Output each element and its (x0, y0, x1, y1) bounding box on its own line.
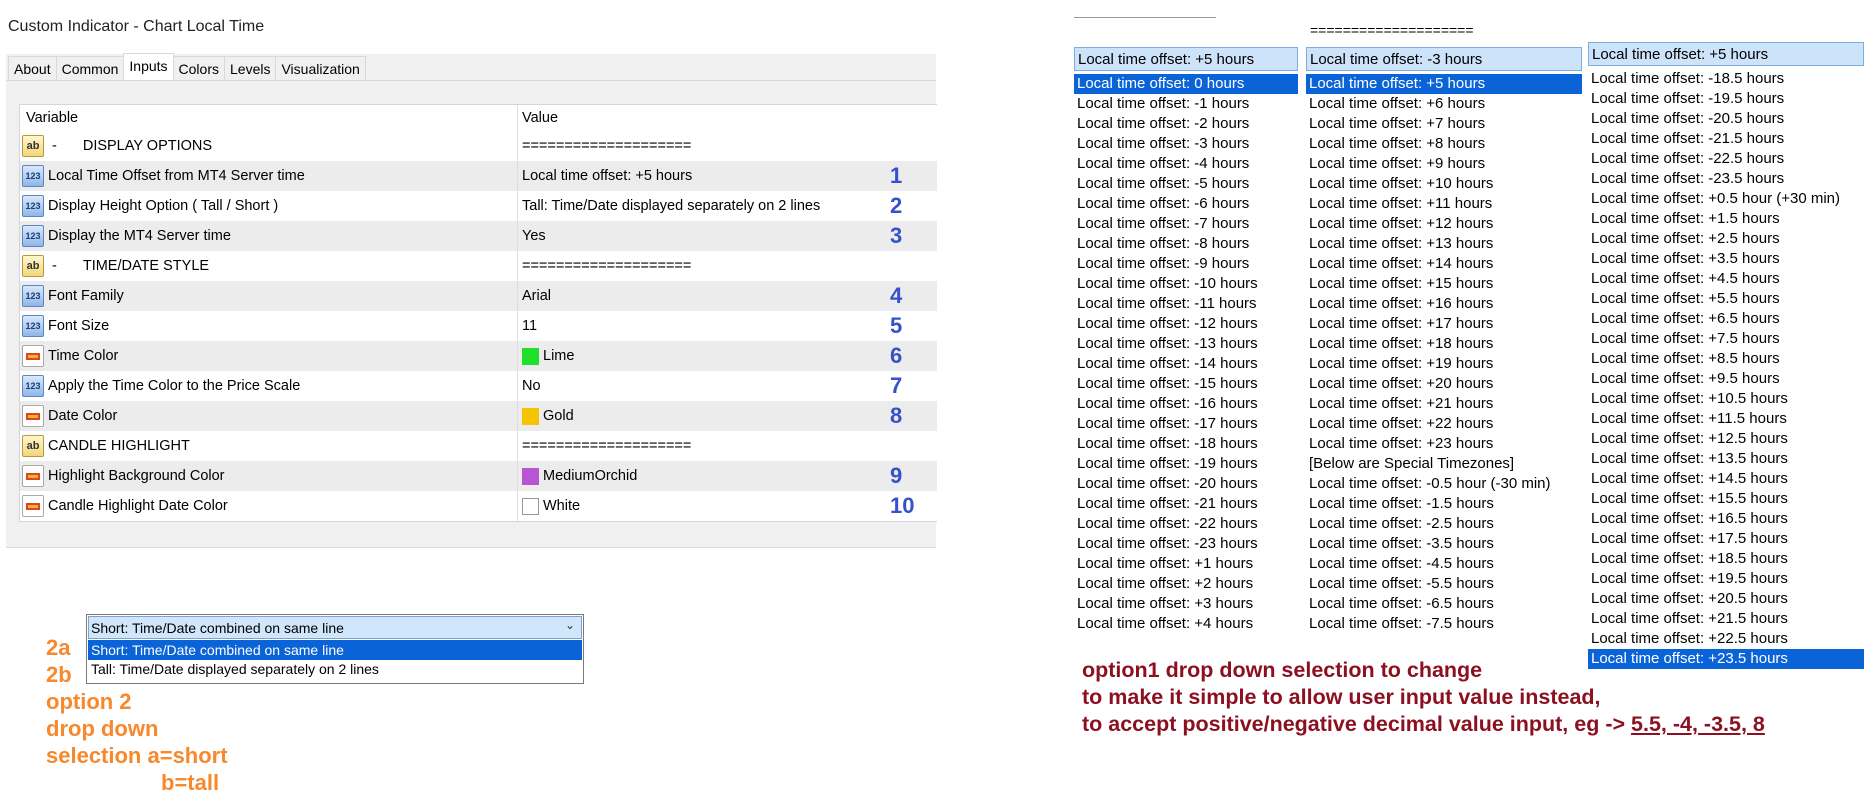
list-current-value[interactable]: Local time offset: +5 hours (1074, 47, 1298, 71)
integer-param-icon: 123 (22, 285, 44, 307)
value-cell[interactable] (522, 371, 541, 401)
list-item[interactable]: Local time offset: -23.5 hours (1591, 170, 1785, 187)
list-item[interactable]: Local time offset: +13.5 hours (1591, 450, 1788, 467)
list-item[interactable]: Local time offset: +1.5 hours (1591, 210, 1780, 227)
list-item[interactable]: Local time offset: -20 hours (1077, 475, 1258, 492)
value-text: Tall: Time/Date displayed separately on 2 lines (522, 198, 821, 214)
list-current-value[interactable]: Local time offset: -3 hours (1306, 47, 1582, 71)
note-line-1: option1 drop down selection to change (1082, 658, 1483, 682)
tab-inputs[interactable]: Inputs (123, 53, 173, 80)
note-examples: 5.5, -4, -3.5, 8 (1631, 712, 1765, 736)
list-item[interactable]: Local time offset: +8 hours (1309, 135, 1486, 152)
list-item[interactable]: Local time offset: 0 hours (1074, 74, 1298, 94)
list-item[interactable]: Local time offset: +15 hours (1309, 275, 1494, 292)
list-item[interactable]: Local time offset: -1 hours (1077, 95, 1250, 112)
list-item[interactable]: Local time offset: -13 hours (1077, 335, 1258, 352)
integer-param-icon: 123 (22, 315, 44, 337)
color-swatch (522, 408, 539, 425)
annotation-number: 3 (890, 223, 903, 248)
offset-list-2[interactable] (1306, 0, 1582, 630)
annotation-number: 1 (890, 163, 903, 188)
note-line-3: to accept positive/negative decimal value input, eg -> (1082, 712, 1632, 736)
list-item[interactable]: Local time offset: +5.5 hours (1591, 290, 1780, 307)
color-swatch (522, 348, 539, 365)
list-item[interactable]: Local time offset: +1 hours (1077, 555, 1254, 572)
table-row[interactable] (20, 161, 937, 191)
list-item[interactable]: Local time offset: +0.5 hour (+30 min) (1591, 190, 1841, 207)
list-item[interactable]: Local time offset: -21.5 hours (1591, 130, 1785, 147)
list-item[interactable]: Local time offset: -12 hours (1077, 315, 1258, 332)
table-row[interactable] (20, 371, 937, 401)
list-item[interactable]: Local time offset: -8 hours (1077, 235, 1250, 252)
table-row[interactable] (20, 491, 937, 521)
list-item[interactable]: Local time offset: +9.5 hours (1591, 370, 1780, 387)
annotation-number: 4 (890, 283, 903, 308)
value-text: 11 (522, 318, 538, 334)
section-prefix: - (52, 138, 57, 154)
value-cell[interactable] (522, 251, 691, 281)
list-item[interactable]: Local time offset: +20.5 hours (1591, 590, 1788, 607)
variable-name: Time Color (48, 348, 119, 364)
integer-param-icon: 123 (22, 225, 44, 247)
string-param-icon: ab (22, 255, 44, 277)
list-item[interactable]: [Below are Special Timezones] (1309, 455, 1515, 472)
integer-param-icon: 123 (22, 165, 44, 187)
list-item[interactable]: Local time offset: -6 hours (1077, 195, 1250, 212)
table-row[interactable] (20, 281, 937, 311)
list-item[interactable]: Local time offset: +21.5 hours (1591, 610, 1788, 627)
note-line-2: to make it simple to allow user input value instead, (1082, 685, 1601, 709)
list-item[interactable]: Local time offset: -17 hours (1077, 415, 1258, 432)
list-item[interactable]: Local time offset: +22.5 hours (1591, 630, 1788, 647)
list-item[interactable]: Local time offset: -21 hours (1077, 495, 1258, 512)
variable-name: CANDLE HIGHLIGHT (48, 438, 190, 454)
value-text: Gold (543, 408, 574, 424)
list-item[interactable]: Local time offset: +23 hours (1309, 435, 1494, 452)
list-item[interactable]: Local time offset: +7 hours (1309, 115, 1486, 132)
tab-common[interactable]: Common (56, 56, 125, 80)
offset-options (1306, 74, 1582, 630)
list-item[interactable]: Local time offset: +16.5 hours (1591, 510, 1788, 527)
table-row[interactable] (20, 401, 937, 431)
list-item[interactable]: Local time offset: +19 hours (1309, 355, 1494, 372)
annotation-number: 7 (890, 373, 903, 398)
list-item[interactable]: Local time offset: +7.5 hours (1591, 330, 1780, 347)
list-item[interactable]: Local time offset: +5 hours (1306, 74, 1582, 94)
variable-column-header: Variable (26, 110, 79, 126)
list-item[interactable]: Local time offset: +11 hours (1309, 195, 1493, 212)
list-item[interactable]: Local time offset: -6.5 hours (1309, 595, 1494, 612)
list-item[interactable]: Local time offset: +6 hours (1309, 95, 1486, 112)
list-item[interactable]: Local time offset: +23.5 hours (1588, 649, 1864, 669)
table-row[interactable] (20, 221, 937, 251)
list-item[interactable]: Local time offset: +2.5 hours (1591, 230, 1780, 247)
tab-visualization[interactable]: Visualization (275, 56, 365, 80)
offset-list-3[interactable] (1588, 0, 1864, 679)
list-item[interactable]: Local time offset: -7 hours (1077, 215, 1250, 232)
string-param-icon: ab (22, 135, 44, 157)
list-item[interactable]: Local time offset: -3.5 hours (1309, 535, 1494, 552)
offset-list-1[interactable] (1074, 0, 1298, 630)
list-item[interactable]: Local time offset: -10 hours (1077, 275, 1258, 292)
variable-name: Display Height Option ( Tall / Short ) (48, 198, 279, 214)
list-item[interactable]: Local time offset: +19.5 hours (1591, 570, 1788, 587)
value-cell[interactable] (522, 491, 580, 521)
option2-caption-line-4: b=tall (161, 770, 220, 795)
value-text: Lime (543, 348, 575, 364)
list-item[interactable]: Local time offset: -23 hours (1077, 535, 1258, 552)
list-item[interactable]: Local time offset: +4 hours (1077, 615, 1254, 630)
list-item[interactable]: Local time offset: -18 hours (1077, 435, 1258, 452)
list-item[interactable]: Local time offset: -2.5 hours (1309, 515, 1494, 532)
list-item[interactable]: Local time offset: +14.5 hours (1591, 470, 1788, 487)
list-item[interactable]: Local time offset: +15.5 hours (1591, 490, 1788, 507)
list-item[interactable]: Local time offset: +17.5 hours (1591, 530, 1788, 547)
offset-options (1588, 69, 1864, 679)
list-item[interactable]: Local time offset: +18 hours (1309, 335, 1494, 352)
variable-name: Highlight Background Color (48, 468, 225, 484)
list-item[interactable]: Local time offset: +6.5 hours (1591, 310, 1780, 327)
list-item[interactable]: Local time offset: -5.5 hours (1309, 575, 1494, 592)
color-param-icon (22, 405, 44, 427)
list-item[interactable]: Local time offset: -19 hours (1077, 455, 1258, 472)
list-item[interactable]: Local time offset: -4.5 hours (1309, 555, 1494, 572)
table-header (20, 105, 937, 131)
annotation-number: 2 (890, 193, 903, 218)
list-item[interactable]: Local time offset: +10 hours (1309, 175, 1494, 192)
color-param-icon (22, 465, 44, 487)
dropdown-option[interactable]: Tall: Time/Date displayed separately on 2 lines (91, 661, 379, 677)
panel-divider (6, 547, 936, 548)
offset-options (1074, 74, 1298, 630)
list-item[interactable]: Local time offset: -16 hours (1077, 395, 1258, 412)
variable-name: DISPLAY OPTIONS (82, 138, 213, 154)
value-text: Local time offset: +5 hours (522, 168, 693, 184)
list-item[interactable]: Local time offset: +22 hours (1309, 415, 1494, 432)
tab-colors[interactable]: Colors (173, 56, 225, 80)
list-item[interactable]: Local time offset: +14 hours (1309, 255, 1494, 272)
list-item[interactable]: Local time offset: -5 hours (1077, 175, 1250, 192)
string-param-icon: ab (22, 435, 44, 457)
variable-name: Font Size (48, 318, 110, 334)
list-item[interactable]: Local time offset: -7.5 hours (1309, 615, 1494, 630)
variable-name: Font Family (48, 288, 124, 304)
list-item[interactable]: Local time offset: -22.5 hours (1591, 150, 1785, 167)
tab-levels[interactable]: Levels (224, 56, 276, 80)
list-item[interactable]: Local time offset: -14 hours (1077, 355, 1258, 372)
value-cell[interactable] (522, 401, 574, 431)
list-item[interactable]: Local time offset: +9 hours (1309, 155, 1486, 172)
integer-param-icon: 123 (22, 375, 44, 397)
list-item[interactable]: Local time offset: -15 hours (1077, 375, 1258, 392)
value-cell[interactable] (522, 431, 691, 461)
tab-about[interactable]: About (8, 56, 57, 80)
annotation-number: 5 (890, 313, 903, 338)
value-text: MediumOrchid (543, 468, 638, 484)
tab-bar (6, 54, 936, 81)
variable-name: Apply the Time Color to the Price Scale (48, 378, 301, 394)
variable-name: Local Time Offset from MT4 Server time (48, 168, 305, 184)
list-item[interactable]: Local time offset: -18.5 hours (1591, 70, 1785, 87)
list-item[interactable]: Local time offset: +11.5 hours (1591, 410, 1787, 427)
table-row[interactable] (20, 341, 937, 371)
annotation-number: 8 (890, 403, 903, 428)
list-item[interactable]: Local time offset: +20 hours (1309, 375, 1494, 392)
list-item[interactable]: Local time offset: -9 hours (1077, 255, 1250, 272)
value-text: Yes (522, 228, 546, 244)
color-param-icon (22, 345, 44, 367)
list-item[interactable]: Local time offset: +8.5 hours (1591, 350, 1780, 367)
value-cell[interactable] (522, 341, 574, 371)
label-2b: 2b (46, 662, 72, 687)
value-column-header: Value (522, 110, 559, 126)
annotation-number: 9 (890, 463, 903, 488)
color-swatch (522, 498, 539, 515)
value-cell[interactable] (522, 281, 551, 311)
dropdown-selected-value[interactable] (88, 616, 582, 639)
list-item[interactable]: Local time offset: -0.5 hour (-30 min) (1309, 475, 1551, 492)
list-top-rule (1074, 17, 1216, 18)
list-item[interactable]: Local time offset: -1.5 hours (1309, 495, 1494, 512)
color-swatch (522, 468, 539, 485)
option2-caption-line-1: option 2 (46, 689, 132, 714)
list-item[interactable]: Local time offset: +17 hours (1309, 315, 1494, 332)
dropdown-option[interactable]: Short: Time/Date combined on same line (88, 640, 582, 660)
list-item[interactable]: Local time offset: +4.5 hours (1591, 270, 1780, 287)
table-row[interactable] (20, 461, 937, 491)
variable-name: TIME/DATE STYLE (82, 258, 210, 274)
list-current-value[interactable]: Local time offset: +5 hours (1588, 42, 1864, 66)
table-row[interactable] (20, 131, 937, 161)
option2-caption-line-2: drop down (46, 716, 159, 741)
list-item[interactable]: Local time offset: +21 hours (1309, 395, 1494, 412)
value-text: No (522, 378, 541, 394)
value-cell[interactable] (522, 191, 820, 221)
table-row[interactable] (20, 191, 937, 221)
list-item[interactable]: Local time offset: -2 hours (1077, 115, 1250, 132)
list-item[interactable]: Local time offset: +16 hours (1309, 295, 1494, 312)
value-text: ==================== (522, 438, 692, 454)
display-height-dropdown[interactable] (86, 614, 584, 684)
table-rows (20, 131, 937, 521)
list-item[interactable]: Local time offset: -4 hours (1077, 155, 1250, 172)
value-cell[interactable] (522, 131, 691, 161)
option1-note (1082, 657, 1862, 738)
list-item[interactable]: Local time offset: +3 hours (1077, 595, 1254, 612)
list-item[interactable]: Local time offset: +12 hours (1309, 215, 1494, 232)
variable-name: Display the MT4 Server time (48, 228, 231, 244)
integer-param-icon: 123 (22, 195, 44, 217)
variable-name: Candle Highlight Date Color (48, 498, 228, 514)
section-prefix: - (52, 258, 57, 274)
list-item[interactable]: Local time offset: +12.5 hours (1591, 430, 1788, 447)
list-item[interactable]: Local time offset: -20.5 hours (1591, 110, 1785, 127)
list-item[interactable]: Local time offset: -19.5 hours (1591, 90, 1785, 107)
list-item[interactable]: Local time offset: +3.5 hours (1591, 250, 1780, 267)
list-item[interactable]: Local time offset: +18.5 hours (1591, 550, 1788, 567)
value-cell[interactable] (522, 461, 637, 491)
tabs (8, 56, 365, 80)
list-item[interactable]: Local time offset: +2 hours (1077, 575, 1254, 592)
separator-text: ==================== (1310, 22, 1474, 38)
value-cell[interactable] (522, 221, 546, 251)
dialog-title: Custom Indicator - Chart Local Time (8, 18, 265, 35)
chevron-down-icon[interactable]: ⌄ (564, 618, 575, 632)
value-text: Arial (522, 288, 552, 304)
value-text: White (543, 498, 581, 514)
dropdown-selected-label: Short: Time/Date combined on same line (91, 619, 344, 636)
value-text: ==================== (522, 258, 692, 274)
value-cell[interactable] (522, 161, 692, 191)
list-item[interactable]: Local time offset: +10.5 hours (1591, 390, 1788, 407)
value-text: ==================== (522, 138, 692, 154)
variable-name: Date Color (48, 408, 118, 424)
list-item[interactable]: Local time offset: +13 hours (1309, 235, 1494, 252)
list-item[interactable]: Local time offset: -3 hours (1077, 135, 1250, 152)
table-row[interactable] (20, 311, 937, 341)
inputs-table (19, 104, 937, 522)
value-cell[interactable] (522, 311, 537, 341)
list-item[interactable]: Local time offset: -11 hours (1077, 295, 1257, 312)
annotation-number: 10 (890, 493, 915, 518)
option2-caption-line-3: selection a=short (46, 743, 228, 768)
label-2a: 2a (46, 635, 71, 660)
table-row[interactable] (20, 431, 937, 461)
table-row[interactable] (20, 251, 937, 281)
list-item[interactable]: Local time offset: -22 hours (1077, 515, 1258, 532)
annotation-number: 6 (890, 343, 903, 368)
color-param-icon (22, 495, 44, 517)
